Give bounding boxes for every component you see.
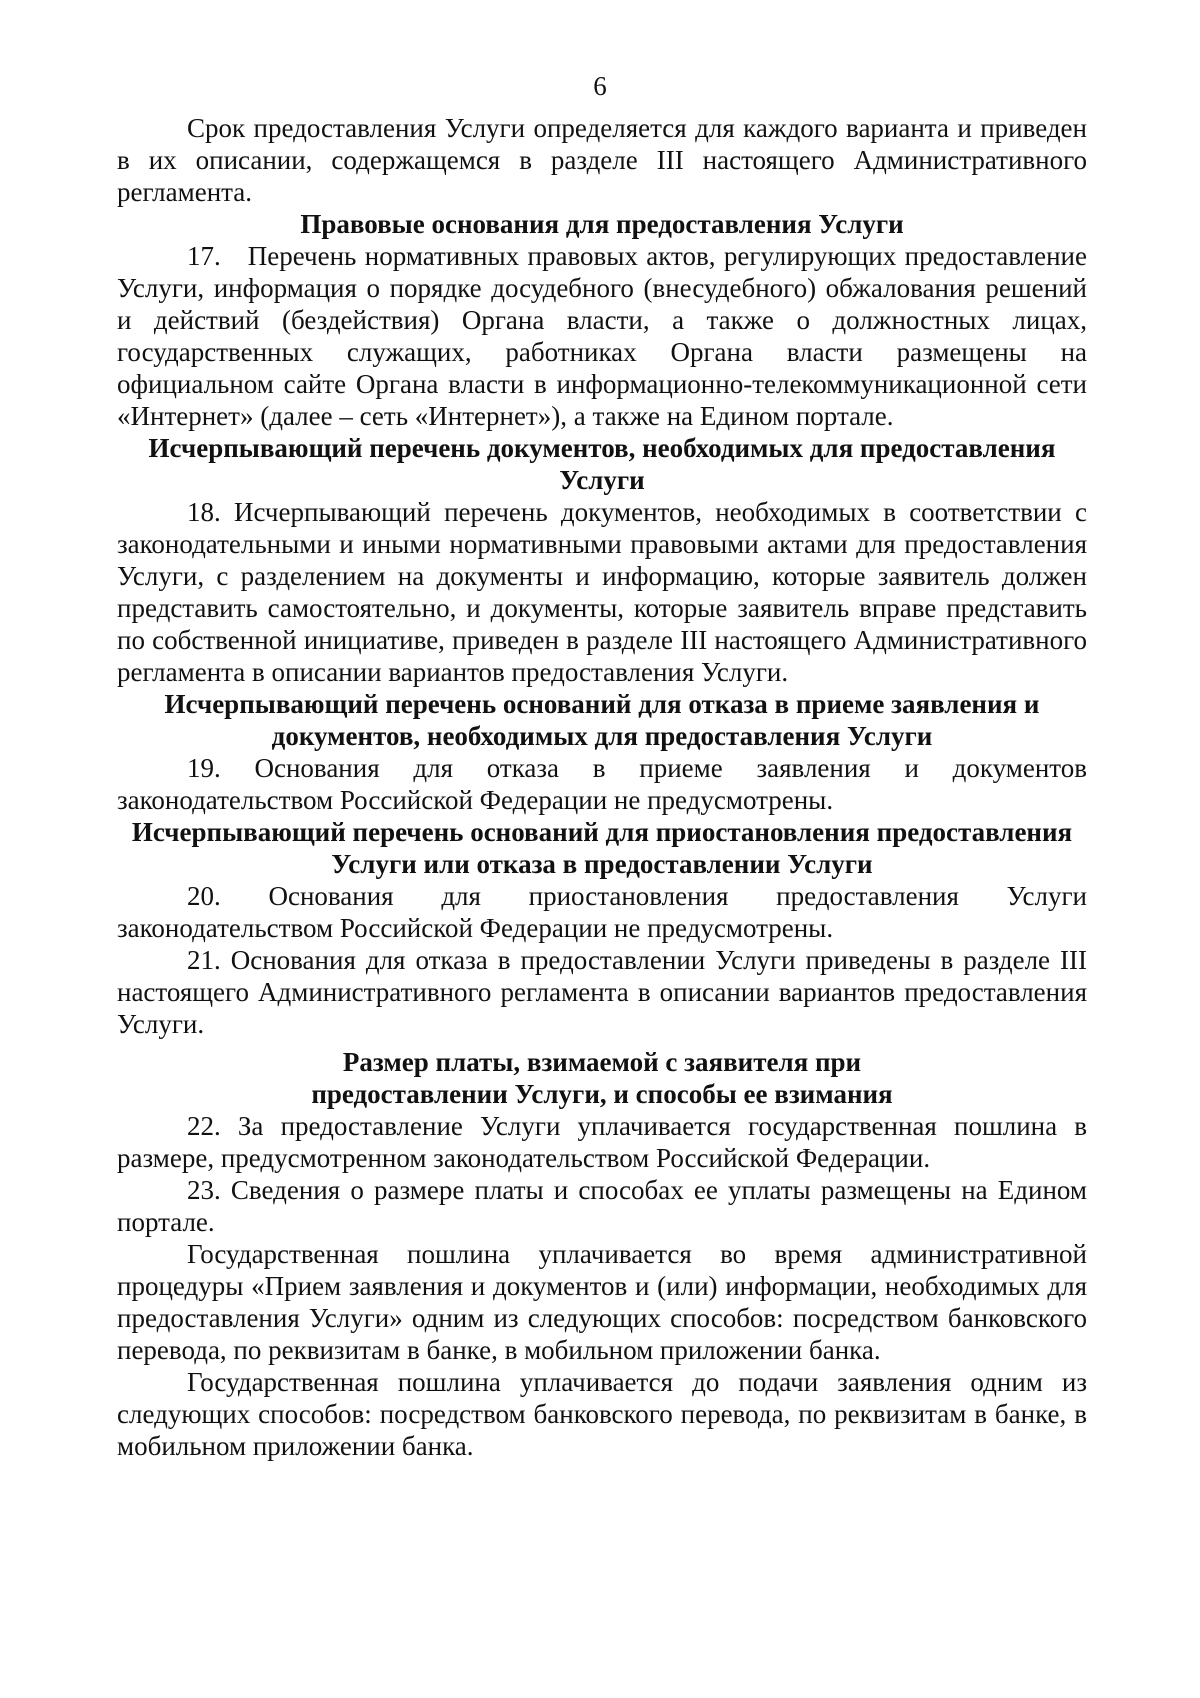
heading-suspension-grounds: Исчерпывающий перечень оснований для приостановления предоставления Услуги или отказа в предоставлении Услуги	[131, 817, 1073, 879]
paragraph-fee-during-procedure: Государственная пошлина уплачивается во время административной процедуры «Прием заявления и документов и (или) информации, необходимых для предоставления Услуги» одним из следующих способов: посредством банковского перевода, по реквизитам в банке, в мобильном приложении банка.	[117, 1239, 1087, 1365]
heading-legal-basis: Правовые основания для предоставления Услуги	[300, 209, 904, 239]
paragraph-19: 19. Основания для отказа в приеме заявления и документов законодательством Российской Федерации не предусмотрены.	[117, 753, 1087, 815]
paragraph-21: 21. Основания для отказа в предоставлении Услуги приведены в разделе III настоящего Административного регламента в описании вариантов предоставления Услуги.	[117, 945, 1087, 1039]
paragraph-22: 22. За предоставление Услуги уплачивается государственная пошлина в размере, предусмотренном законодательством Российской Федерации.	[117, 1111, 1087, 1173]
document-body	[117, 112, 1087, 1462]
heading-documents-list: Исчерпывающий перечень документов, необходимых для предоставления Услуги	[148, 433, 1056, 495]
paragraph-17: 17. Перечень нормативных правовых актов, регулирующих предоставление Услуги, информация о порядке досудебного (внесудебного) обжалования решений и действий (бездействия) Органа власти, а также о должностных лицах, государственных служащих, работниках Органа власти размещены на официальном сайте Органа власти в информационно-телекоммуникационной сети «Интернет» (далее – сеть «Интернет»), а также на Едином портале.	[117, 241, 1087, 431]
page-number: 6	[593, 71, 607, 101]
heading-refusal-grounds: Исчерпывающий перечень оснований для отказа в приеме заявления и документов, необходимых для предоставления Услуги	[164, 689, 1040, 751]
heading-fee: Размер платы, взимаемой с заявителя при предоставлении Услуги, и способы ее взимания	[311, 1047, 893, 1109]
paragraph-service-term: Срок предоставления Услуги определяется для каждого варианта и приведен в их описании, содержащемся в разделе III настоящего Административного регламента.	[117, 113, 1087, 207]
paragraph-18: 18. Исчерпывающий перечень документов, необходимых в соответствии с законодательными и иными нормативными правовыми актами для предоставления Услуги, с разделением на документы и информацию, которые заявитель должен представить самостоятельно, и документы, которые заявитель вправе представить по собственной инициативе, приведен в разделе III настоящего Административного регламента в описании вариантов предоставления Услуги.	[117, 497, 1087, 687]
paragraph-fee-before-application: Государственная пошлина уплачивается до подачи заявления одним из следующих способов: посредством банковского перевода, по реквизитам в банке, в мобильном приложении банка.	[117, 1367, 1087, 1461]
paragraph-20: 20. Основания для приостановления предоставления Услуги законодательством Российской Федерации не предусмотрены.	[117, 881, 1087, 943]
paragraph-23: 23. Сведения о размере платы и способах ее уплаты размещены на Едином портале.	[117, 1175, 1087, 1237]
